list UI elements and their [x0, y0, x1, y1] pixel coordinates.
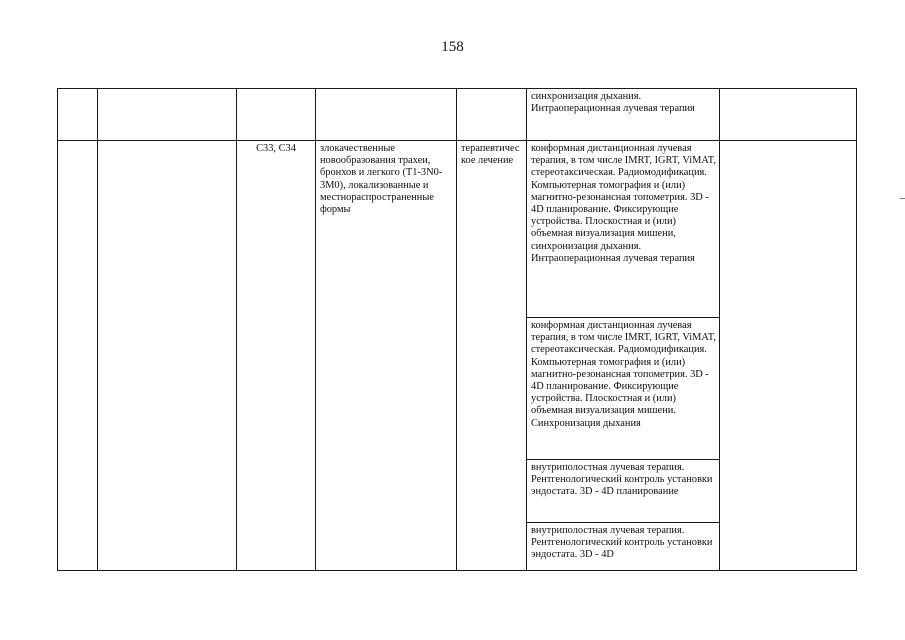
table-cell-method: конформная дистанционная лучевая терапия, в том числе IMRT, IGRT, ViMAT, стереотаксическая. Радиомодификация. Компьютерная томография и (или) магнитно-резонансная топометрия. 3D - 4D планирование. Фиксирующие устройства. Плоскостная и (или) объемная визуализация мишени, синхронизация дыхания. Интраоперационная лучевая терапия: [527, 141, 720, 318]
table-cell-method: конформная дистанционная лучевая терапия, в том числе IMRT, IGRT, ViMAT, стереотаксическая. Радиомодификация. Компьютерная томография и (или) магнитно-резонансная топометрия. 3D - 4D планирование. Фиксирующие устройства. Плоскостная и (или) объемная визуализация мишени. Синхронизация дыхания: [527, 318, 720, 460]
table-cell-method: внутриполостная лучевая терапия. Рентгенологический контроль установки эндостата. 3D - 4D: [527, 523, 720, 571]
table-cell-diagnosis: [316, 89, 457, 141]
table-cell-method: синхронизация дыхания. Интраоперационная лучевая терапия: [527, 89, 720, 141]
scan-edge-mark: [900, 198, 905, 199]
table-cell-profile: [98, 89, 237, 141]
table-cell-method: внутриполостная лучевая терапия. Рентгенологический контроль установки эндостата. 3D - 4D планирование: [527, 460, 720, 523]
table-cell-treatment-type: терапевтическое лечение: [457, 141, 527, 571]
table-cell-number: [58, 141, 98, 571]
table-row: [58, 89, 857, 141]
table-row: [58, 141, 857, 318]
table-cell-icd-codes: C33, C34: [237, 141, 316, 571]
table-cell-cost: [720, 141, 857, 571]
table-cell-icd-codes: [237, 89, 316, 141]
table-cell-cost: [720, 89, 857, 141]
table-cell-profile: [98, 141, 237, 571]
table-cell-treatment-type: [457, 89, 527, 141]
table-cell-number: [58, 89, 98, 141]
table-cell-diagnosis: злокачественные новообразования трахеи, бронхов и легкого (T1-3N0-3M0), локализованные и местнораспространенные формы: [316, 141, 457, 571]
page-number: 158: [441, 39, 464, 55]
medical-care-table: [57, 88, 857, 571]
